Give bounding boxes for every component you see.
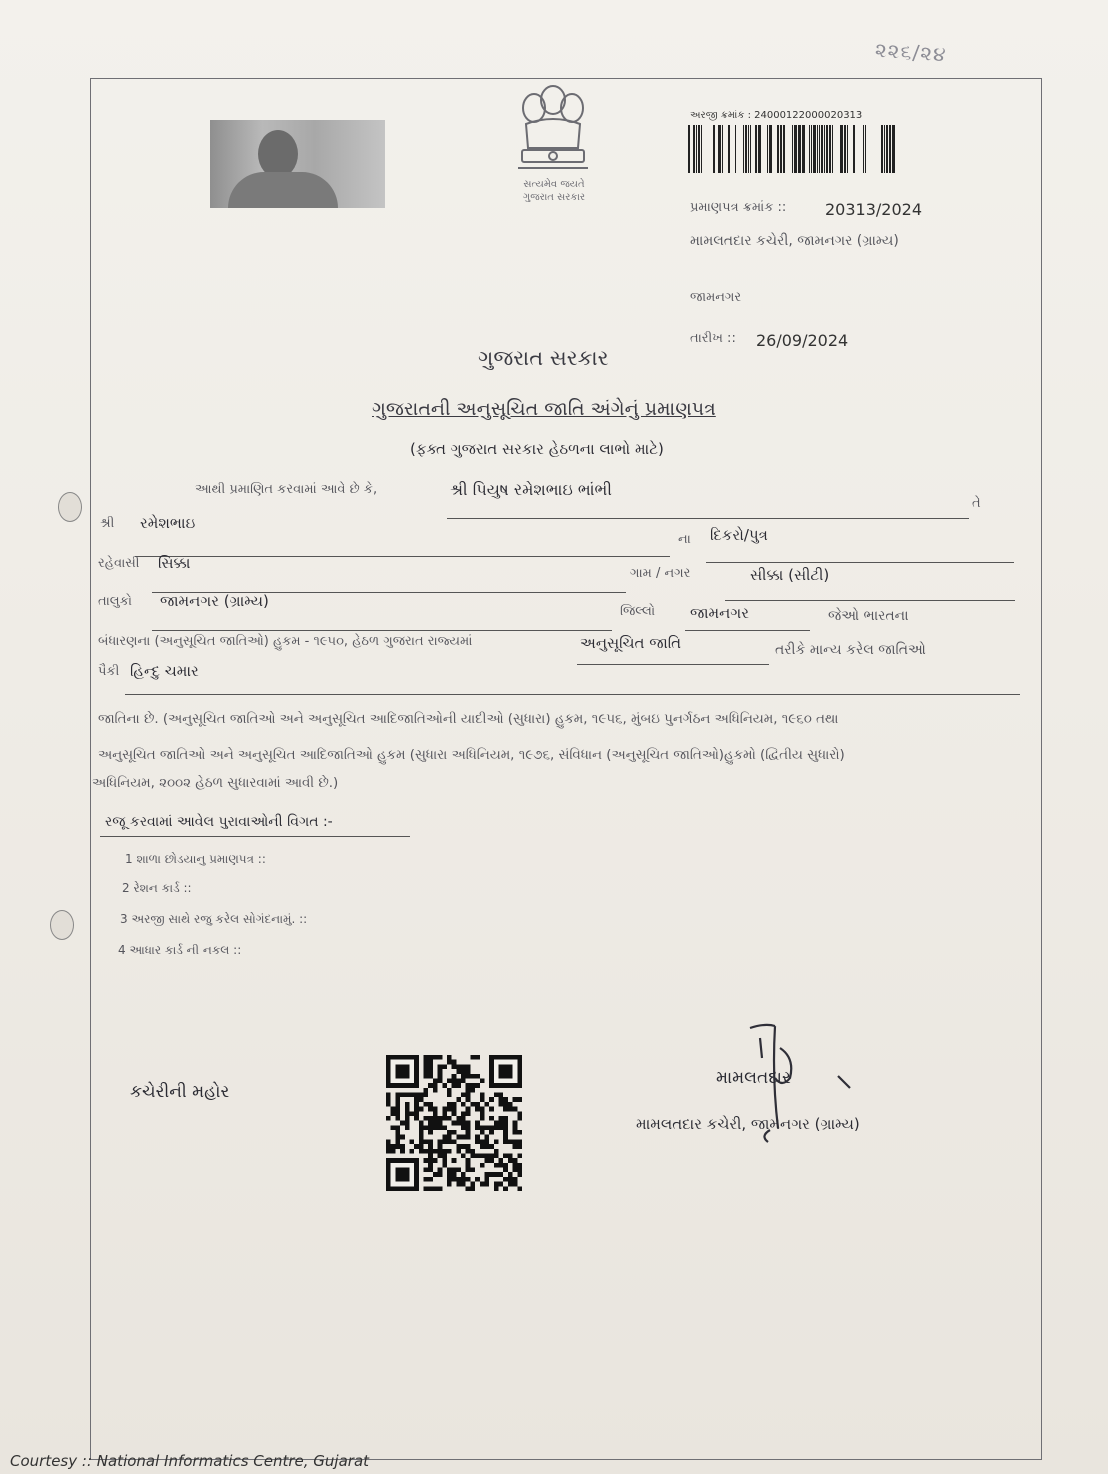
- document-item: 3 અરજી સાથે રજુ કરેલ સોગંદનામું. ::: [120, 912, 308, 926]
- na-label: ના: [678, 532, 691, 547]
- punch-hole: [58, 492, 82, 522]
- government-heading: ગુજરાત સરકાર: [478, 346, 609, 370]
- paiki-label: પૈકી: [98, 664, 120, 679]
- office-stamp-label: કચેરીની મહોર: [130, 1082, 230, 1102]
- office-name: મામલતદાર કચેરી, જામનગર (ગ્રામ્ય): [690, 233, 899, 249]
- resident-label: રહેવાસી: [98, 556, 140, 571]
- certificate-number: 20313/2024: [825, 200, 923, 219]
- caste: હિન્દુ ચમાર: [130, 662, 199, 680]
- signatory-title: મામલતદાર: [716, 1068, 791, 1088]
- document-item: 1 શાળા છોડયાનુ પ્રમાણપત્ર ::: [125, 852, 266, 866]
- taluka-label: તાલુકો: [98, 594, 133, 609]
- certificate-border: [90, 78, 1042, 1460]
- emblem-caption: સત્યમેવ જયતે ગુજરાત સરકાર: [522, 179, 586, 203]
- applicant-name: શ્રી પિયુષ રમેશભાઇ ભાંભી: [450, 480, 612, 499]
- qr-code-icon: [386, 1055, 522, 1191]
- village-label: ગામ / નગર: [630, 566, 691, 581]
- father-name: રમેશભાઇ: [140, 514, 196, 532]
- village: સીક્કા (સીટી): [750, 566, 830, 584]
- certificate-subtitle: (ફક્ત ગુજરાત સરકાર હેઠળના લાભો માટે): [410, 440, 664, 458]
- date-value: 26/09/2024: [756, 331, 849, 350]
- paragraph-line-1: જાતિના છે. (અનુસૂચિત જાતિઓ અને અનુસૂચિત આદિજાતિઓની યાદીઓ (સુધારા) હુકમ, ૧૯૫૬, મુંબઇ પુનર્ગઠન અધિનિયમ, ૧૯૬૦ તથા: [98, 712, 839, 727]
- date-label: તારીખ ::: [690, 331, 736, 346]
- resident: સિક્કા: [158, 554, 191, 572]
- applicant-photo: [210, 120, 385, 208]
- order-text: બંધારણના (અનુસૂચિત જાતિઓ) હુકમ - ૧૯૫૦, હેઠળ ગુજરાત રાજ્યમાં: [98, 634, 473, 649]
- shri-label: શ્રી: [100, 516, 115, 531]
- taluka: જામનગર (ગ્રામ્ય): [160, 592, 269, 610]
- document-item: 2 રેશન કાર્ડ ::: [122, 881, 192, 895]
- category: અનુસૂચિત જાતિ: [580, 634, 682, 652]
- signatory-office: મામલતદાર કચેરી, જામનગર (ગ્રામ્ય): [636, 1115, 860, 1133]
- jeo-bharat-label: જેઓ ભારતના: [828, 608, 909, 624]
- footer-courtesy: Courtesy :: National Informatics Centre, Gujarat: [10, 1452, 370, 1470]
- handwritten-note: ૨૨૬/૨૪: [874, 37, 948, 67]
- barcode: [688, 125, 898, 173]
- te-label: તે: [972, 496, 981, 511]
- ashoka-emblem-icon: [508, 78, 598, 178]
- certificate-number-label: પ્રમાણપત્ર ક્રમાંક ::: [690, 200, 787, 215]
- application-number: અરજી ક્રમાંક : 24000122000020313: [690, 110, 863, 121]
- office-city: જામનગર: [690, 290, 742, 305]
- document-item: 4 આધાર કાર્ડ ની નકલ ::: [118, 943, 242, 957]
- paragraph-line-2: અનુસૂચિત જાતિઓ અને અનુસૂચિત આદિજાતિઓ હુકમ (સુધારા અધિનિયમ, ૧૯૭૬, સંવિધાન (અનુસૂચિત જાતિઓ)હુકમો (દ્વિતીય સુધારો): [98, 748, 845, 763]
- intro-text: આથી પ્રમાણિત કરવામાં આવે છે કે,: [195, 482, 378, 497]
- district-label: જિલ્લો: [620, 604, 656, 619]
- punch-hole: [50, 910, 74, 940]
- district: જામનગર: [690, 604, 750, 622]
- relation: દિકરો/પુત્ર: [710, 526, 768, 544]
- certificate-title: ગુજરાતની અનુસૂચિત જાતિ અંગેનું પ્રમાણપત્ર: [372, 398, 716, 420]
- paragraph-line-3: અધિનિયમ, ૨૦૦૨ હેઠળ સુધારવામાં આવી છે.): [92, 776, 339, 791]
- documents-heading: રજૂ કરવામાં આવેલ પુરાવાઓની વિગત :-: [105, 814, 333, 830]
- recognized-text: તરીકે માન્ય કરેલ જાતિઓ: [775, 642, 926, 658]
